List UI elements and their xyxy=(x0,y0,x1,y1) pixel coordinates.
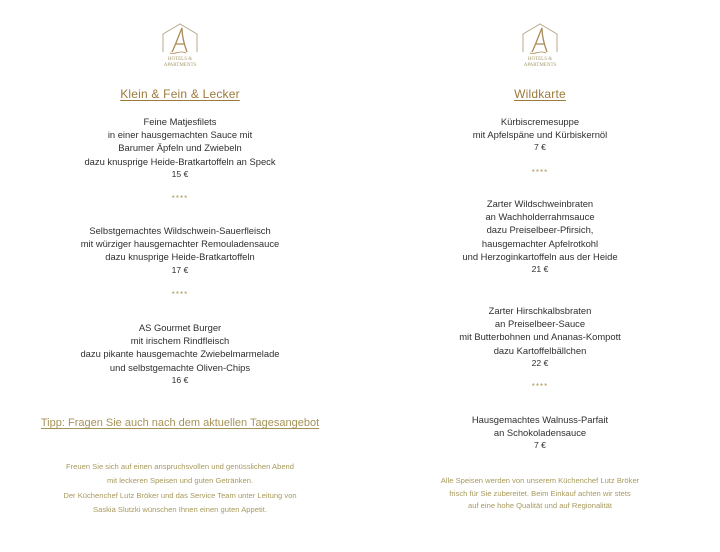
svg-text:APARTMENTS: APARTMENTS xyxy=(163,63,197,68)
dish-price: 15 € xyxy=(171,168,189,179)
dish-walnuss-parfait: Hausgemachtes Walnuss-Parfait an Schokoladensauce 7 € xyxy=(360,413,720,453)
dish-price: 7 € xyxy=(534,142,546,153)
svg-text:HOTELS &: HOTELS & xyxy=(527,57,553,62)
footer-note-left: Freuen Sie sich auf einen anspruchsvollen und genüsslichen Abend mit leckeren Speisen und guten Getränken. Der Küchenchef Lutz Bröker und das Service Team unter Leitung von Saskia Slutzki wünschen Ihnen einen guten Appetit. xyxy=(63,462,297,515)
house-logo-icon xyxy=(520,22,560,70)
dish-wildschweinbraten: Zarter Wildschweinbraten an Wachholderrahmsauce dazu Preiselbeer-Pfirsich, hausgemachter Apfelrotkohl und Herzoginkartoffeln aus der Heide 21 € xyxy=(360,197,720,276)
dish-gourmet-burger: AS Gourmet Burger mit irischem Rindfleisch dazu pikante hausgemachte Zwiebelmarmelade und selbstgemachte Oliven-Chips 16 € xyxy=(0,321,360,387)
separator-stars: **** xyxy=(531,168,549,177)
hotel-logo xyxy=(520,22,560,70)
dish-hirschkalbsbraten: Zarter Hirschkalbsbraten an Preiselbeer-Sauce mit Butterbohnen und Ananas-Kompott dazu Kartoffelbällchen 22 € xyxy=(360,304,720,370)
svg-text:APARTMENTS: APARTMENTS xyxy=(523,63,557,68)
hotel-logo xyxy=(160,22,200,70)
separator-stars: **** xyxy=(171,290,189,299)
svg-text:HOTELS &: HOTELS & xyxy=(167,57,193,62)
section-title-klein-fein: Klein & Fein & Lecker xyxy=(120,87,240,101)
dish-price: 7 € xyxy=(534,440,546,451)
dish-wildschwein-sauerfleisch: Selbstgemachtes Wildschwein-Sauerfleisch mit würziger hausgemachter Remouladensauce dazu knusprige Heide-Bratkartoffeln 17 € xyxy=(0,224,360,277)
dish-matjesfilets: Feine Matjesfilets in einer hausgemachten Sauce mit Barumer Äpfeln und Zwiebeln dazu knusprige Heide-Bratkartoffeln an Speck 15 € xyxy=(0,115,360,181)
dish-kuerbiscremesuppe: Kürbiscremesuppe mit Apfelspäne und Kürbiskernöl 7 € xyxy=(360,115,720,155)
dish-price: 22 € xyxy=(531,357,549,368)
house-logo-icon xyxy=(160,22,200,70)
daily-special-tip: Tipp: Fragen Sie auch nach dem aktuellen Tagesangebot xyxy=(40,417,320,429)
section-title-wildkarte: Wildkarte xyxy=(514,87,566,101)
dish-price: 21 € xyxy=(531,264,549,275)
dish-price: 16 € xyxy=(171,374,189,385)
footer-note-right: Alle Speisen werden von unserem Küchenchef Lutz Bröker frisch für Sie zubereitet. Beim Einkauf achten wir stets auf eine hohe Qualität und auf Regionalität xyxy=(440,476,640,511)
dish-price: 17 € xyxy=(171,264,189,275)
separator-stars: **** xyxy=(531,382,549,391)
menu-page-right xyxy=(360,0,720,552)
separator-stars: **** xyxy=(171,194,189,203)
